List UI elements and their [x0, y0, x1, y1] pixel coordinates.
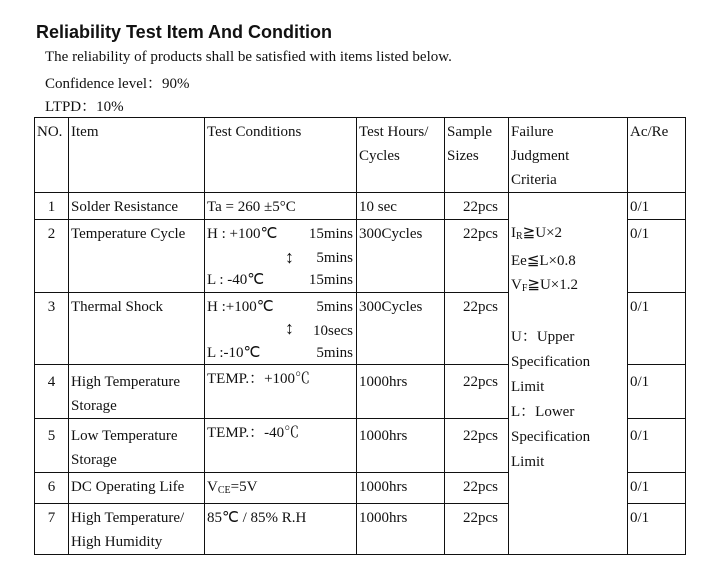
header-sample — [445, 118, 509, 193]
row-item: Thermal Shock — [69, 293, 205, 365]
row-acre: 0/1 — [628, 293, 686, 365]
row-condition: TEMP.：-40℃ — [205, 419, 357, 473]
row-no: 7 — [35, 504, 69, 555]
row-hours: 1000hrs — [357, 504, 445, 555]
up-down-arrow-icon: ↕ — [285, 318, 294, 338]
header-hours — [357, 118, 445, 193]
row-item: Solder Resistance — [69, 193, 205, 220]
row-hours: 300Cycles — [357, 293, 445, 365]
criteria-vf: $V_F≧U\times 1.2$ — [511, 277, 579, 294]
confidence-level: Confidence level：90% — [45, 76, 190, 92]
row-acre: 0/1 — [628, 220, 686, 293]
row-sample: 22pcs — [445, 365, 509, 419]
row-no: 4 — [35, 365, 69, 419]
ltpd: LTPD：10% — [45, 99, 124, 115]
row-hours: 1000hrs — [357, 365, 445, 419]
header-sample-l1: Sample — [447, 124, 492, 140]
cond-time-low: 15mins — [308, 272, 353, 288]
row-acre: 0/1 — [628, 193, 686, 220]
header-failure-l1: Failure — [511, 124, 554, 140]
intro-text: The reliability of products shall be satisfied with items listed below. — [45, 49, 452, 65]
header-sample-l2: Sizes — [447, 148, 479, 164]
row-sample: 22pcs — [445, 220, 509, 293]
header-acre: Ac/Re — [628, 118, 686, 193]
row-sample: 22pcs — [445, 193, 509, 220]
cond-high: H : +100℃ — [207, 226, 278, 242]
row-acre: 0/1 — [628, 473, 686, 504]
table-row — [35, 193, 686, 220]
row-sample: 22pcs — [445, 419, 509, 473]
row-acre: 0/1 — [628, 365, 686, 419]
row-condition: $V_{CE}=5V$ — [205, 473, 357, 504]
cond-time-high: 15mins — [308, 226, 353, 242]
header-item: Item — [69, 118, 205, 193]
cond-low: L : -40℃ — [207, 272, 265, 288]
cond-time-high: 5mins — [316, 299, 353, 315]
row-condition — [205, 293, 357, 365]
cond-transfer-time: 5mins — [316, 250, 353, 266]
page-title: Reliability Test Item And Condition — [36, 22, 333, 42]
row-no: 1 — [35, 193, 69, 220]
row-sample: 22pcs — [445, 473, 509, 504]
criteria-ir: $I_R≧U\times 2$ — [511, 225, 563, 242]
cond-transfer-time: 10secs — [313, 323, 353, 339]
header-failure-l2: Judgment — [511, 148, 570, 164]
row-item: Temperature Cycle — [69, 220, 205, 293]
row-no: 3 — [35, 293, 69, 365]
row-item: High Temperature Storage — [69, 365, 205, 419]
header-no: NO. — [35, 118, 69, 193]
header-hours-l2: Cycles — [359, 148, 400, 164]
criteria-upper: U：Upper Specification Limit — [511, 329, 591, 395]
criteria-lower: L：Lower Specification Limit — [511, 404, 591, 470]
failure-criteria — [509, 193, 628, 555]
row-condition: Ta = 260 ±5°C — [205, 193, 357, 220]
row-hours: 1000hrs — [357, 419, 445, 473]
row-condition: TEMP.：+100℃ — [205, 365, 357, 419]
row-sample: 22pcs — [445, 293, 509, 365]
row-hours: 300Cycles — [357, 220, 445, 293]
row-acre: 0/1 — [628, 419, 686, 473]
row-item: Low Temperature Storage — [69, 419, 205, 473]
header-row — [35, 118, 686, 193]
header-failure-l3: Criteria — [511, 172, 557, 188]
header-failure — [509, 118, 628, 193]
row-acre: 0/1 — [628, 504, 686, 555]
header-hours-l1: Test Hours/ — [359, 124, 429, 140]
row-condition: 85℃ / 85% R.H — [205, 504, 357, 555]
criteria-ee: Ee≦L×0.8 — [511, 253, 576, 269]
cond-high: H :+100℃ — [207, 299, 274, 315]
header-conditions: Test Conditions — [205, 118, 357, 193]
row-no: 2 — [35, 220, 69, 293]
row-item: DC Operating Life — [69, 473, 205, 504]
up-down-arrow-icon: ↕ — [285, 247, 294, 267]
reliability-table — [34, 117, 686, 555]
row-item: High Temperature/ High Humidity — [69, 504, 205, 555]
row-condition — [205, 220, 357, 293]
row-hours: 1000hrs — [357, 473, 445, 504]
cond-low: L :-10℃ — [207, 345, 261, 361]
row-hours: 10 sec — [357, 193, 445, 220]
cond-time-low: 5mins — [316, 345, 353, 361]
row-no: 6 — [35, 473, 69, 504]
row-sample: 22pcs — [445, 504, 509, 555]
row-no: 5 — [35, 419, 69, 473]
